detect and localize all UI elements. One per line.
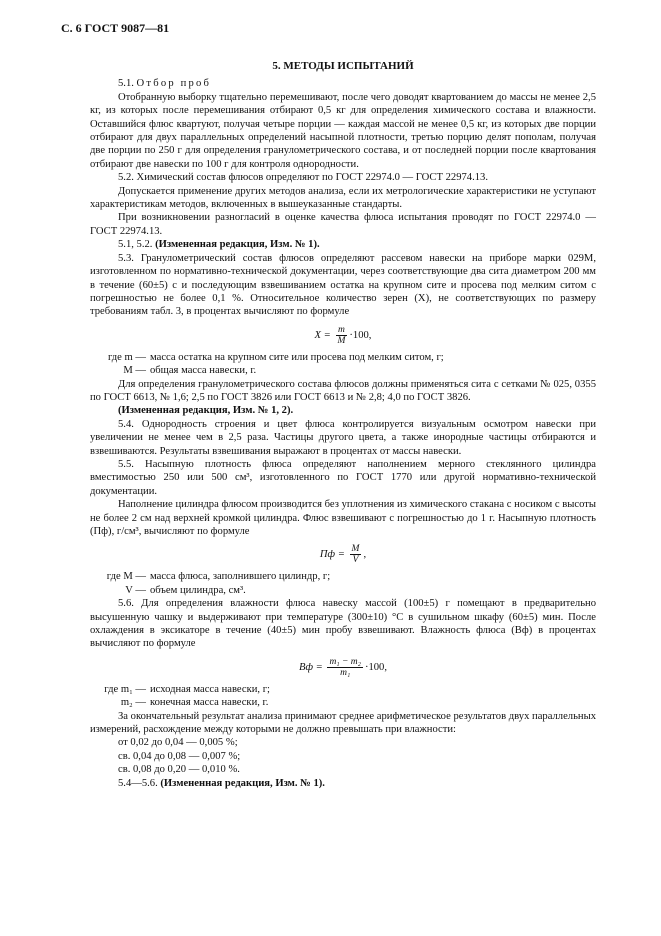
clause-5-6-paragraph-2: За окончательный результат анализа принимают среднее арифметическое результатов двух параллельных измерений, расхождение между которыми не должно превышать при влажности: xyxy=(90,710,596,736)
clause-number: 5.1. xyxy=(118,78,134,90)
fraction-numerator: M xyxy=(351,544,360,555)
tolerance-line: от 0,02 до 0,04 — 0,005 %; xyxy=(118,737,238,749)
clause-5-1-heading xyxy=(90,77,596,90)
amendment-clauses: 5.4—5.6. xyxy=(118,777,158,789)
document-body xyxy=(90,60,596,790)
legend-symbol: где m — xyxy=(107,351,146,363)
legend-row xyxy=(90,351,596,364)
fraction-denominator: m₁ xyxy=(340,667,351,678)
fraction-numerator: m xyxy=(337,324,345,335)
amendment-text: (Измененная редакция, Изм. № 1). xyxy=(155,239,320,251)
clause-title: Отбор проб xyxy=(136,78,212,90)
clause-5-3-paragraph-2: Для определения гранулометрического состава флюсов должны применяться сита с сетками № 025, 0355 по ГОСТ 6613, № 1,6; 2,5 по ГОСТ 3826 или ГОСТ 6613 и № 2,8; 4,0 по ГОСТ 3826. xyxy=(90,378,596,403)
tolerance-line: св. 0,08 до 0,20 — 0,010 %. xyxy=(118,764,240,776)
formula-fraction xyxy=(335,325,347,346)
clause-5-6-text: 5.6. Для определения влажности флюса навеску массой (100±5) г помещают в предварительно высушенную чашку и выдерживают при температуре (300±10) °С в сушильном шкафу (60±5) мин. После охлаждения в эксикаторе в течение (40±5) мин пробу взвешивают. Влажность флюса (Вф) в процентах вычисляют по формуле xyxy=(90,598,596,650)
legend-symbol: где M — xyxy=(106,571,146,583)
formula-moisture xyxy=(90,657,596,678)
formula-lhs: X = xyxy=(314,329,331,341)
formula-tail: ·100, xyxy=(364,661,388,673)
clause-5-4-text: 5.4. Однородность строения и цвет флюса контролируется визуальным осмотром навески при увеличении не менее чем в 2,5 раза. Частицы другого цвета, а также инородные частицы отбираются и взвешиваются. Результаты взвешивания выражают в процентах от массы навески. xyxy=(90,418,596,457)
fraction-numerator: m₁ − m₂ xyxy=(329,656,361,667)
clause-5-3-text: 5.3. Гранулометрический состав флюсов определяют рассевом навески на приборе марки 029М, изготовленном по нормативно-технической документации, через соответствующие два сита диаметром 200 мм в течение (60±5) с и последующим взвешиванием остатка на крупном сите и просева под мелким ситом с погрешностью не более 0,1 %. Относительное количество зерен (X), не соответствующих по размеру требованиям табл. 3, в процентах вычисляют по формуле xyxy=(90,252,596,318)
clause-5-2-text: 5.2. Химический состав флюсов определяют по ГОСТ 22974.0 — ГОСТ 22974.13. xyxy=(118,172,488,184)
amendment-clauses: 5.1, 5.2. xyxy=(118,239,153,251)
amendment-note-3 xyxy=(90,777,596,790)
formula-fraction xyxy=(327,657,363,678)
amendment-note-1 xyxy=(90,238,596,251)
clause-5-5-paragraph-2: Наполнение цилиндра флюсом производится без уплотнения из химического стакана с носиком с высоты не более 2 см над верхней кромкой цилиндра. Флюс взвешивают с погрешностью до 1 г. Насыпную плотность (Пф), г/см³, вычисляют по формуле xyxy=(90,499,596,537)
legend-text: масса остатка на крупном сите или просева под мелким ситом, г; xyxy=(150,351,444,363)
legend-row xyxy=(90,570,596,583)
formula-grain-fraction xyxy=(90,325,596,346)
fraction-denominator: M xyxy=(337,335,346,346)
clause-5-5-text: 5.5. Насыпную плотность флюса определяют наполнением мерного стеклянного цилиндра вместимостью 250 или 500 см³, изготовленного по ГОСТ 1770 или другой нормативно-технической документации. xyxy=(90,458,596,497)
formula-fraction xyxy=(350,544,362,565)
section-title: 5. МЕТОДЫ ИСПЫТАНИЙ xyxy=(272,60,414,72)
tolerance-line: св. 0,04 до 0,08 — 0,007 %; xyxy=(118,750,241,762)
legend-row xyxy=(90,683,596,696)
amendment-text: (Измененная редакция, Изм. № 1). xyxy=(160,777,325,789)
formula-lhs: Пф = xyxy=(319,549,345,561)
amendment-note-2: (Измененная редакция, Изм. № 1, 2). xyxy=(118,405,294,417)
legend-row xyxy=(90,696,596,709)
legend-symbol: M — xyxy=(123,365,146,377)
legend-symbol: m₂ — xyxy=(120,697,146,709)
legend-symbol: где m₁ — xyxy=(104,683,146,695)
legend-text: исходная масса навески, г; xyxy=(150,683,270,695)
page-header: С. 6 ГОСТ 9087—81 xyxy=(61,21,170,35)
clause-5-2-paragraph-2: Допускается применение других методов анализа, если их метрологические характеристики не уступают характеристикам методов, включенных в вышеуказанные стандарты. xyxy=(90,185,596,211)
legend-text: конечная масса навески, г. xyxy=(150,697,269,709)
formula-lhs: Вф = xyxy=(298,661,323,673)
legend-row xyxy=(90,584,596,597)
clause-5-1-text: Отобранную выборку тщательно перемешивают, после чего доводят квартованием до массы не менее 2,5 кг, из которых после перемешивания отбирают 0,5 кг для определения химического состава и влажности. Оставшийся флюс квартуют, получая четыре порции — каждая массой не менее 0,5 кг, из которых две порции отбирают для двух параллельных определений насыпной плотности, третью порцию делят пополам, получая две порции по 250 г для определения гранулометрического состава, и от последней порции после квартования отбирают две навески по 100 г для контроля однородности. xyxy=(90,91,596,170)
formula-tail: , xyxy=(363,549,367,561)
legend-text: общая масса навески, г. xyxy=(150,365,257,377)
legend-text: масса флюса, заполнившего цилиндр, г; xyxy=(150,571,331,583)
legend-symbol: V — xyxy=(125,584,146,596)
legend-text: объем цилиндра, см³. xyxy=(150,584,246,596)
formula-bulk-density xyxy=(90,544,596,565)
legend-row xyxy=(90,364,596,377)
fraction-denominator: V xyxy=(352,555,359,566)
clause-5-2-paragraph-3: При возникновении разногласий в оценке качества флюса испытания проводят по ГОСТ 22974.0 — ГОСТ 22974.13. xyxy=(90,212,596,237)
formula-tail: ·100, xyxy=(349,329,372,341)
